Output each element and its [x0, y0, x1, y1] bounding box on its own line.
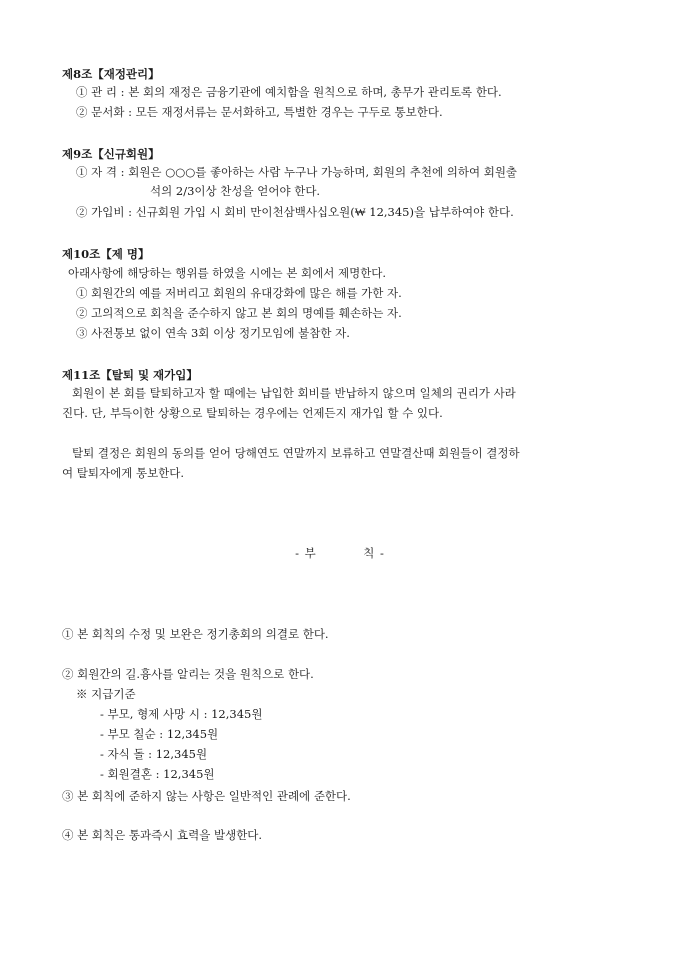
- supplementary-item-3: ③ 본 회칙에 준하지 않는 사항은 일반적인 관례에 준한다.: [62, 789, 351, 803]
- article-10-item-2: ② 고의적으로 회칙을 준수하지 않고 본 회의 명예를 훼손하는 자.: [76, 306, 402, 320]
- article-9-heading: 제9조【신규회원】: [62, 147, 160, 161]
- supplementary-item-4: ④ 본 회칙은 통과즉시 효력을 발생한다.: [62, 828, 263, 842]
- article-8-item-1: ① 관 리 : 본 회의 재정은 금융기관에 예치함을 원칙으로 하며, 총무가 관리토록 한다.: [76, 85, 502, 99]
- payment-criteria-item: - 부모 칠순 : 12,345원: [100, 727, 219, 741]
- article-10-heading: 제10조【제 명】: [62, 247, 150, 261]
- article-10-item-3: ③ 사전통보 없이 연속 3회 이상 정기모임에 불참한 자.: [76, 326, 350, 340]
- article-10-item-1: ① 회원간의 예를 저버리고 회원의 유대강화에 많은 해를 가한 자.: [76, 286, 402, 300]
- article-9-item-2: ② 가입비 : 신규회원 가입 시 회비 만이천삼백사십오원(₩ 12,345)을 납부하여야 한다.: [76, 205, 514, 219]
- article-11-paragraph-2-line-1: 탈퇴 결정은 회원의 동의를 얻어 당해연도 연말까지 보류하고 연말결산때 회원들이 결정하: [72, 446, 520, 460]
- article-10-intro: 아래사항에 해당하는 행위를 하였을 시에는 본 회에서 제명한다.: [68, 266, 387, 280]
- article-11-paragraph-2-line-2: 여 탈퇴자에게 통보한다.: [62, 466, 185, 480]
- payment-criteria-item: - 부모, 형제 사망 시 : 12,345원: [100, 707, 263, 721]
- article-9-item-1-line-2: 석의 2/3이상 찬성을 얻어야 한다.: [150, 184, 321, 198]
- article-11-paragraph-1-line-2: 진다. 단, 부득이한 상황으로 탈퇴하는 경우에는 언제든지 재가입 할 수 있다.: [62, 406, 443, 420]
- payment-criteria-item: - 자식 돌 : 12,345원: [100, 747, 208, 761]
- payment-criteria-item: - 회원결혼 : 12,345원: [100, 767, 215, 781]
- article-8-heading: 제8조【재정관리】: [62, 67, 160, 81]
- payment-criteria-label: ※ 지급기준: [76, 687, 136, 701]
- supplementary-item-2: ② 회원간의 길.흉사를 알리는 것을 원칙으로 한다.: [62, 667, 314, 681]
- supplementary-item-1: ① 본 회칙의 수정 및 보완은 정기총회의 의결로 한다.: [62, 627, 329, 641]
- article-11-paragraph-1-line-1: 회원이 본 회를 탈퇴하고자 할 때에는 납입한 회비를 반납하지 않으며 일체의 권리가 사라: [72, 386, 516, 400]
- supplementary-title: - 부 칙 -: [295, 546, 385, 560]
- article-9-item-1-line-1: ① 자 격 : 회원은 ○○○를 좋아하는 사람 누구나 가능하며, 회원의 추천에 의하여 회원출: [76, 165, 518, 179]
- article-8-item-2: ② 문서화 : 모든 재정서류는 문서화하고, 특별한 경우는 구두로 통보한다.: [76, 105, 443, 119]
- article-11-heading: 제11조【탈퇴 및 재가입】: [62, 368, 198, 382]
